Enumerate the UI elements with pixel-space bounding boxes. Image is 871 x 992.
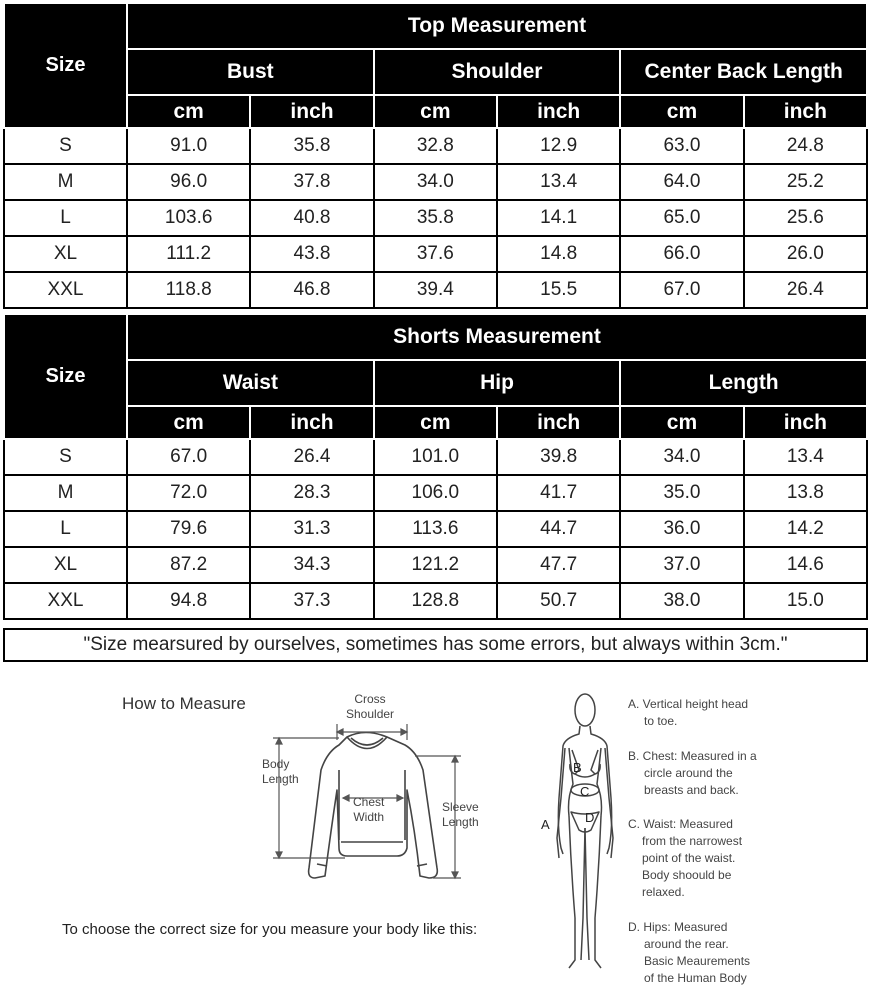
value-cell: 94.8 bbox=[127, 583, 250, 619]
value-cell: 72.0 bbox=[127, 475, 250, 511]
table-row bbox=[4, 164, 867, 200]
size-cell: XL bbox=[4, 547, 127, 583]
table-row bbox=[4, 272, 867, 308]
legend-d: D. Hips: Measured around the rear. Basic Meaurements of the Human Body bbox=[628, 920, 751, 985]
unit-header: cm bbox=[620, 95, 743, 128]
table-row bbox=[4, 547, 867, 583]
how-to-measure-title: How to Measure bbox=[122, 694, 246, 713]
table-row bbox=[4, 236, 867, 272]
size-cell: XXL bbox=[4, 272, 127, 308]
group-header-hip: Hip bbox=[374, 360, 621, 406]
body-length-label: Body Length bbox=[262, 757, 299, 786]
value-cell: 15.5 bbox=[497, 272, 620, 308]
value-cell: 26.0 bbox=[744, 236, 867, 272]
marker-c: C bbox=[580, 784, 590, 799]
value-cell: 66.0 bbox=[620, 236, 743, 272]
body-figure-diagram bbox=[535, 688, 625, 978]
table-row bbox=[4, 200, 867, 236]
unit-header: cm bbox=[374, 406, 497, 439]
value-cell: 65.0 bbox=[620, 200, 743, 236]
group-header-length: Length bbox=[620, 360, 867, 406]
value-cell: 106.0 bbox=[374, 475, 497, 511]
group-header-center-back-length: Center Back Length bbox=[620, 49, 867, 95]
value-cell: 28.3 bbox=[250, 475, 373, 511]
size-cell: M bbox=[4, 475, 127, 511]
value-cell: 24.8 bbox=[744, 128, 867, 164]
unit-header: inch bbox=[250, 406, 373, 439]
table-row bbox=[4, 439, 867, 475]
chest-width-label: Chest Width bbox=[353, 795, 385, 824]
value-cell: 26.4 bbox=[250, 439, 373, 475]
value-cell: 38.0 bbox=[620, 583, 743, 619]
shorts-measurement-table bbox=[3, 313, 868, 620]
value-cell: 63.0 bbox=[620, 128, 743, 164]
measurement-note: "Size mearsured by ourselves, sometimes has some errors, but always within 3cm." bbox=[3, 628, 868, 662]
table-title: Top Measurement bbox=[127, 3, 867, 49]
legend-a: A. Vertical height head to toe. bbox=[628, 697, 749, 728]
sleeve-length-label: Sleeve Length bbox=[442, 800, 479, 829]
table-row bbox=[4, 475, 867, 511]
value-cell: 32.8 bbox=[374, 128, 497, 164]
value-cell: 91.0 bbox=[127, 128, 250, 164]
value-cell: 103.6 bbox=[127, 200, 250, 236]
value-cell: 67.0 bbox=[127, 439, 250, 475]
marker-d: D bbox=[585, 810, 595, 825]
unit-header: cm bbox=[127, 406, 250, 439]
value-cell: 50.7 bbox=[497, 583, 620, 619]
unit-header: cm bbox=[620, 406, 743, 439]
value-cell: 41.7 bbox=[497, 475, 620, 511]
unit-header: inch bbox=[497, 95, 620, 128]
value-cell: 35.8 bbox=[250, 128, 373, 164]
size-cell: S bbox=[4, 128, 127, 164]
value-cell: 14.8 bbox=[497, 236, 620, 272]
value-cell: 31.3 bbox=[250, 511, 373, 547]
value-cell: 36.0 bbox=[620, 511, 743, 547]
unit-header: inch bbox=[250, 95, 373, 128]
group-header-waist: Waist bbox=[127, 360, 374, 406]
value-cell: 25.2 bbox=[744, 164, 867, 200]
value-cell: 15.0 bbox=[744, 583, 867, 619]
unit-header: cm bbox=[127, 95, 250, 128]
group-header-bust: Bust bbox=[127, 49, 374, 95]
value-cell: 13.4 bbox=[497, 164, 620, 200]
value-cell: 128.8 bbox=[374, 583, 497, 619]
value-cell: 13.4 bbox=[744, 439, 867, 475]
value-cell: 35.0 bbox=[620, 475, 743, 511]
unit-header: inch bbox=[497, 406, 620, 439]
value-cell: 43.8 bbox=[250, 236, 373, 272]
value-cell: 40.8 bbox=[250, 200, 373, 236]
value-cell: 34.0 bbox=[374, 164, 497, 200]
size-cell: XXL bbox=[4, 583, 127, 619]
value-cell: 37.3 bbox=[250, 583, 373, 619]
value-cell: 39.4 bbox=[374, 272, 497, 308]
size-header: Size bbox=[4, 3, 127, 128]
value-cell: 13.8 bbox=[744, 475, 867, 511]
size-cell: S bbox=[4, 439, 127, 475]
table-row bbox=[4, 583, 867, 619]
marker-b: B bbox=[573, 760, 582, 775]
value-cell: 14.6 bbox=[744, 547, 867, 583]
size-cell: M bbox=[4, 164, 127, 200]
value-cell: 46.8 bbox=[250, 272, 373, 308]
value-cell: 37.8 bbox=[250, 164, 373, 200]
table-title: Shorts Measurement bbox=[127, 314, 867, 360]
value-cell: 121.2 bbox=[374, 547, 497, 583]
group-header-shoulder: Shoulder bbox=[374, 49, 621, 95]
value-cell: 101.0 bbox=[374, 439, 497, 475]
value-cell: 34.3 bbox=[250, 547, 373, 583]
value-cell: 96.0 bbox=[127, 164, 250, 200]
value-cell: 37.6 bbox=[374, 236, 497, 272]
value-cell: 34.0 bbox=[620, 439, 743, 475]
value-cell: 47.7 bbox=[497, 547, 620, 583]
legend-c: C. Waist: Measured from the narrowest point of the waist. Body shoould be relaxed. bbox=[628, 817, 743, 899]
table-row bbox=[4, 128, 867, 164]
value-cell: 87.2 bbox=[127, 547, 250, 583]
unit-header: inch bbox=[744, 95, 867, 128]
value-cell: 37.0 bbox=[620, 547, 743, 583]
size-cell: L bbox=[4, 200, 127, 236]
unit-header: inch bbox=[744, 406, 867, 439]
value-cell: 64.0 bbox=[620, 164, 743, 200]
unit-header: cm bbox=[374, 95, 497, 128]
size-cell: XL bbox=[4, 236, 127, 272]
size-header: Size bbox=[4, 314, 127, 439]
value-cell: 111.2 bbox=[127, 236, 250, 272]
value-cell: 26.4 bbox=[744, 272, 867, 308]
value-cell: 14.1 bbox=[497, 200, 620, 236]
table-row bbox=[4, 511, 867, 547]
value-cell: 79.6 bbox=[127, 511, 250, 547]
value-cell: 113.6 bbox=[374, 511, 497, 547]
cross-shoulder-label: Cross Shoulder bbox=[346, 692, 395, 721]
value-cell: 44.7 bbox=[497, 511, 620, 547]
value-cell: 12.9 bbox=[497, 128, 620, 164]
instruction-text: To choose the correct size for you measure your body like this: bbox=[62, 921, 478, 938]
value-cell: 67.0 bbox=[620, 272, 743, 308]
value-cell: 39.8 bbox=[497, 439, 620, 475]
legend-b: B. Chest: Measured in a circle around the breasts and back. bbox=[628, 749, 757, 797]
top-measurement-table bbox=[3, 2, 868, 309]
value-cell: 14.2 bbox=[744, 511, 867, 547]
value-cell: 25.6 bbox=[744, 200, 867, 236]
value-cell: 118.8 bbox=[127, 272, 250, 308]
value-cell: 35.8 bbox=[374, 200, 497, 236]
size-cell: L bbox=[4, 511, 127, 547]
marker-a: A bbox=[541, 817, 550, 832]
